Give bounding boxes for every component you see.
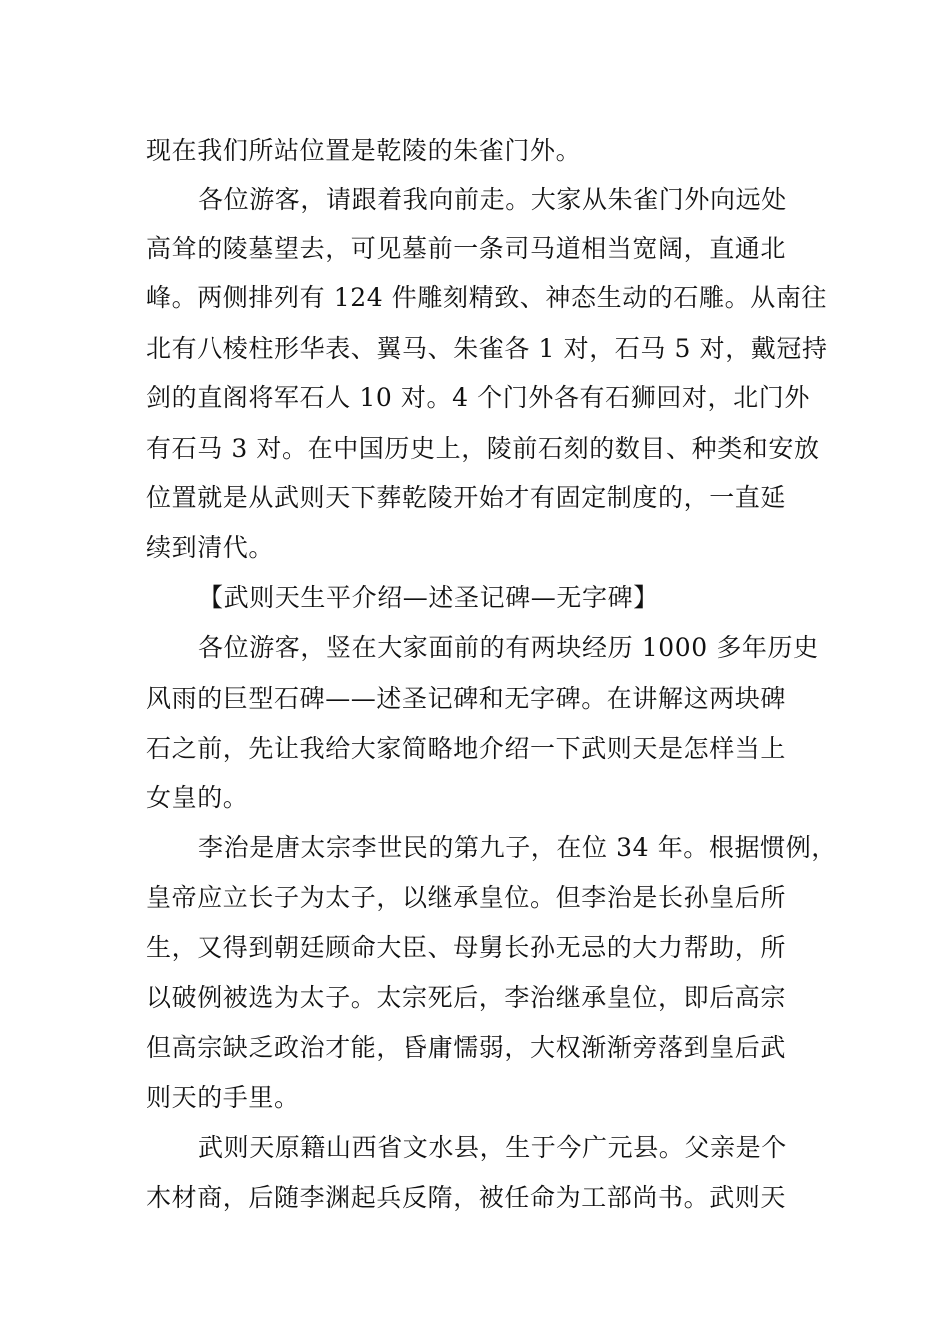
text-line: 以破例被选为太子。太宗死后，李治继承皇位，即后高宗 [146,983,787,1012]
text-line: 石之前，先让我给大家简略地介绍一下武则天是怎样当上 [146,734,787,763]
text-line: 皇帝应立长子为太子，以继承皇位。但李治是长孙皇后所 [146,883,787,912]
text-line: 风雨的巨型石碑——述圣记碑和无字碑。在讲解这两块碑 [146,684,787,713]
paragraph-start: 各位游客，请跟着我向前走。大家从朱雀门外向远处 [198,185,787,214]
text-line: 位置就是从武则天下葬乾陵开始才有固定制度的，一直延 [146,483,787,512]
section-heading: 【武则天生平介绍—述圣记碑—无字碑】 [198,583,659,612]
paragraph-start: 李治是唐太宗李世民的第九子，在位 34 年。根据惯例， [198,833,837,862]
text-line: 有石马 3 对。在中国历史上，陵前石刻的数目、种类和安放 [146,434,820,463]
text-line: 北有八棱柱形华表、翼马、朱雀各 1 对，石马 5 对，戴冠持 [146,334,828,363]
text-line: 现在我们所站位置是乾陵的朱雀门外。 [146,136,582,165]
text-line: 续到清代。 [146,533,275,562]
text-line: 但高宗缺乏政治才能，昏庸懦弱，大权渐渐旁落到皇后武 [146,1033,787,1062]
paragraph-start: 武则天原籍山西省文水县，生于今广元县。父亲是个 [198,1133,787,1162]
text-line: 生，又得到朝廷顾命大臣、母舅长孙无忌的大力帮助，所 [146,933,787,962]
text-line: 木材商，后随李渊起兵反隋，被任命为工部尚书。武则天 [146,1183,787,1212]
text-line: 女皇的。 [146,783,249,812]
text-line: 高耸的陵墓望去，可见墓前一条司马道相当宽阔，直通北 [146,234,787,263]
text-line: 则天的手里。 [146,1083,300,1112]
text-line: 峰。两侧排列有 124 件雕刻精致、神态生动的石雕。从南往 [146,283,828,312]
paragraph-start: 各位游客，竖在大家面前的有两块经历 1000 多年历史 [198,633,819,662]
text-line: 剑的直阁将军石人 10 对。4 个门外各有石狮回对，北门外 [146,383,810,412]
